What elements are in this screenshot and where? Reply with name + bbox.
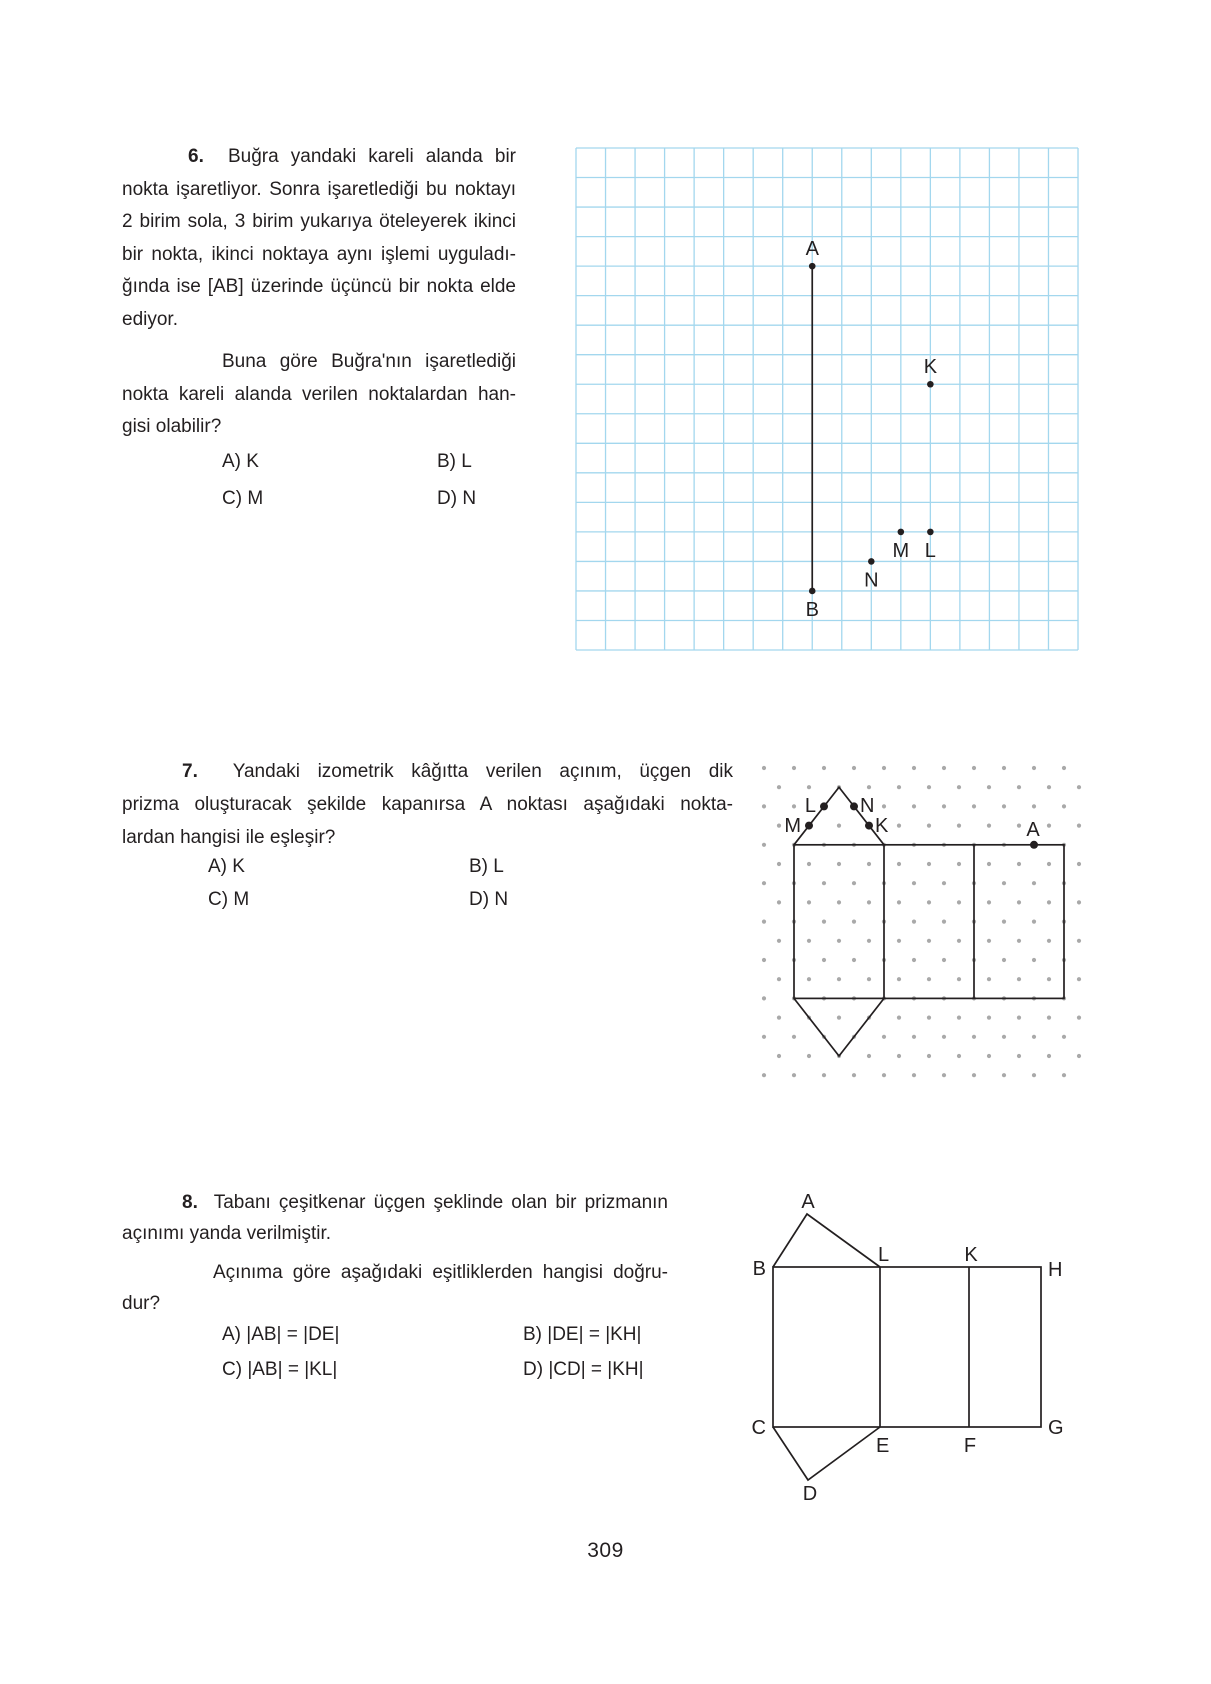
iso-point-label-L: L bbox=[804, 795, 816, 817]
text-line: nokta kareli alanda verilen noktalardan han- bbox=[122, 383, 516, 405]
text-line: açınımı yanda verilmiştir. bbox=[122, 1223, 332, 1244]
text-line: Buna göre Buğra'nın işaretlediği bbox=[222, 351, 516, 372]
text-line: lardan hangisi ile eşleşir? bbox=[122, 827, 336, 848]
grid-point-M bbox=[898, 529, 905, 536]
grid-point-L bbox=[927, 529, 934, 536]
text-line: prizma oluşturacak şekilde kapanırsa A noktası aşağıdaki nokta- bbox=[122, 794, 733, 815]
option-row bbox=[222, 1359, 644, 1394]
grid-point-label-K: K bbox=[923, 356, 938, 379]
problem-number: 7. bbox=[182, 761, 198, 782]
net-vertex-label-F: F bbox=[963, 1435, 977, 1457]
iso-point-M bbox=[805, 822, 813, 830]
iso-point-L bbox=[820, 802, 828, 810]
option: B) L bbox=[437, 451, 472, 472]
iso-point-A bbox=[1030, 841, 1038, 849]
grid-point-label-B: B bbox=[805, 598, 819, 621]
option: B) |DE| = |KH| bbox=[523, 1324, 642, 1345]
grid-point-label-L: L bbox=[924, 539, 936, 562]
grid-point-N bbox=[868, 558, 875, 565]
iso-point-label-M: M bbox=[784, 815, 801, 837]
grid-point-label-N: N bbox=[864, 569, 879, 592]
option: A) K bbox=[222, 451, 259, 472]
iso-point-label-A: A bbox=[1026, 819, 1040, 841]
grid-point-label-M: M bbox=[892, 539, 910, 562]
grid-lines bbox=[576, 148, 1078, 650]
net-vertex-label-B: B bbox=[752, 1258, 766, 1280]
problem-number: 6. bbox=[188, 146, 204, 167]
option: D) N bbox=[437, 488, 477, 509]
net-vertex-label-L: L bbox=[878, 1244, 890, 1266]
option: C) |AB| = |KL| bbox=[222, 1359, 338, 1380]
prism-net-figure bbox=[752, 1191, 1064, 1505]
options-block-p6 bbox=[222, 451, 622, 525]
net-vertex-label-D: D bbox=[802, 1483, 818, 1505]
option: A) |AB| = |DE| bbox=[222, 1324, 340, 1345]
option: D) N bbox=[469, 889, 509, 910]
text-line: 2 birim sola, 3 birim yukarıya öteleyerek ikinci bbox=[122, 211, 516, 232]
option: C) M bbox=[222, 488, 264, 509]
net-vertex-label-C: C bbox=[751, 1417, 766, 1439]
iso-point-K bbox=[865, 822, 873, 830]
option-row bbox=[222, 1324, 642, 1359]
text-line: ediyor. bbox=[122, 308, 178, 330]
option-row bbox=[222, 451, 622, 488]
options-block-p8 bbox=[222, 1324, 644, 1394]
options-block-p7 bbox=[208, 856, 608, 922]
net-vertex-label-K: K bbox=[964, 1244, 978, 1266]
grid-point-label-A: A bbox=[805, 238, 819, 261]
grid-point-B bbox=[809, 588, 816, 595]
net-lines bbox=[773, 1214, 1041, 1480]
iso-point-N bbox=[850, 802, 858, 810]
text-line: 6. Buğra yandaki kareli alanda bir bbox=[188, 146, 516, 167]
grid-point-A bbox=[809, 263, 816, 270]
text-line: Açınıma göre aşağıdaki eşitliklerden hangisi doğru- bbox=[213, 1262, 668, 1283]
text-line: bir nokta, ikinci noktaya aynı işlemi uyguladı- bbox=[122, 243, 516, 265]
net-vertex-label-A: A bbox=[801, 1191, 815, 1213]
net-vertex-label-E: E bbox=[876, 1435, 890, 1457]
iso-point-label-K: K bbox=[875, 815, 889, 837]
option: A) K bbox=[208, 856, 245, 877]
problem-number: 8. bbox=[182, 1192, 198, 1213]
option: B) L bbox=[469, 856, 504, 877]
iso-point-label-N: N bbox=[860, 795, 875, 817]
option-row bbox=[222, 488, 622, 525]
option: C) M bbox=[208, 889, 250, 910]
option-row bbox=[208, 856, 608, 889]
option-row bbox=[208, 889, 608, 922]
page-number: 309 bbox=[587, 1539, 624, 1562]
text-line: 7. Yandaki izometrik kâğıtta verilen açınım, üçgen dik bbox=[182, 761, 733, 782]
text-line: gisi olabilir? bbox=[122, 416, 222, 437]
isometric-figure bbox=[762, 766, 1081, 1077]
squared-grid-figure bbox=[576, 148, 1078, 650]
net-vertex-label-H: H bbox=[1048, 1259, 1063, 1281]
grid-point-K bbox=[927, 381, 934, 388]
text-line: 8. Tabanı çeşitkenar üçgen şeklinde olan bir prizmanın bbox=[182, 1192, 668, 1213]
text-line: ğında ise [AB] üzerinde üçüncü bir nokta elde bbox=[122, 276, 516, 297]
text-line: nokta işaretliyor. Sonra işaretlediği bu noktayı bbox=[122, 178, 516, 200]
text-line: dur? bbox=[122, 1293, 161, 1314]
option: D) |CD| = |KH| bbox=[523, 1359, 644, 1380]
net-vertex-label-G: G bbox=[1048, 1417, 1064, 1439]
